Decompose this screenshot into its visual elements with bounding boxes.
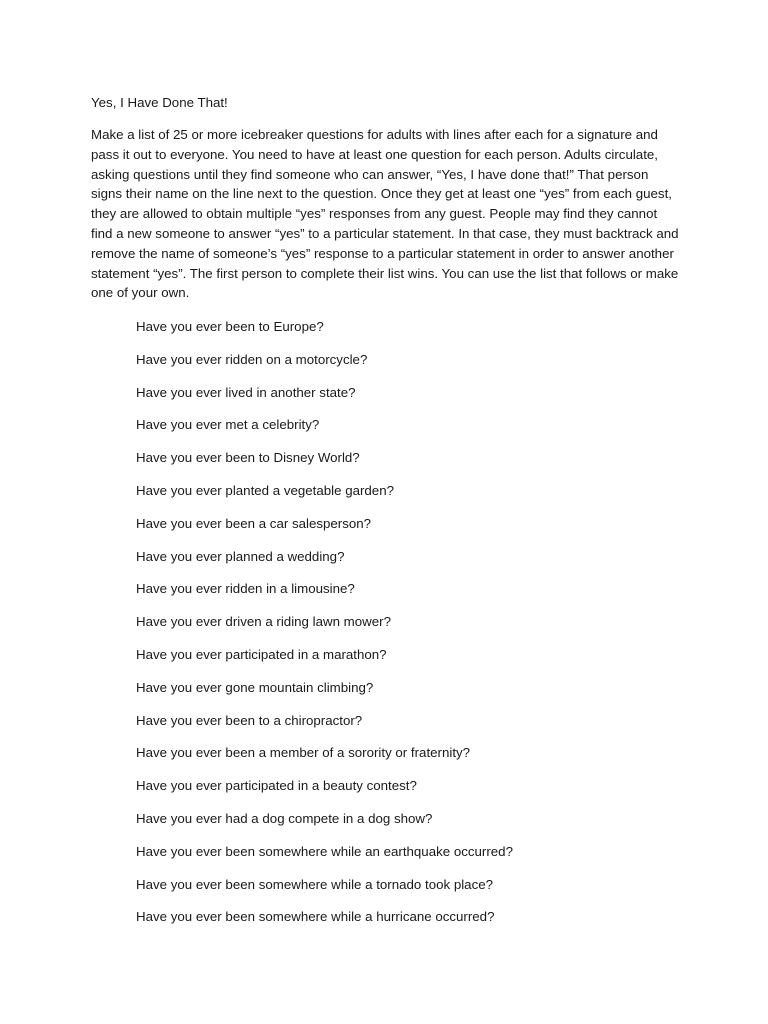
question-item: Have you ever ridden on a motorcycle? xyxy=(136,351,368,367)
question-item: Have you ever participated in a marathon? xyxy=(136,646,387,662)
question-item: Have you ever been to Europe? xyxy=(136,319,324,334)
question-item: Have you ever ridden in a limousine? xyxy=(136,581,355,597)
intro-paragraph: Make a list of 25 or more icebreaker questions for adults with lines after each for a signature and pass it out to everyone. You need to have at least one question for each person. Adults circulate, asking questions until they find someone who can answer, “Yes, I have done that!” That person signs their name on the line next to the question. Once they get at least one “yes” from each guest, they are allowed to obtain multiple “yes” responses from any guest. People may find they cannot find a new someone to answer “yes” to a particular statement. In that case, they must backtrack and remove the name of someone’s “yes” response to a particular statement in order to answer another statement “yes”. The first person to complete their list wins. You can use the list that follows or make one of your own. xyxy=(91,127,679,301)
question-item: Have you ever been to Disney World? xyxy=(136,450,360,466)
question-item: Have you ever been somewhere while a tornado took place? xyxy=(136,876,494,892)
document-title: Yes, I Have Done That! xyxy=(91,95,228,110)
question-list xyxy=(136,318,513,941)
question-item: Have you ever gone mountain climbing? xyxy=(136,679,374,695)
question-item: Have you ever been a member of a sorority or fraternity? xyxy=(136,745,471,761)
question-item: Have you ever been to a chiropractor? xyxy=(136,712,363,728)
question-item: Have you ever planted a vegetable garden? xyxy=(136,482,394,498)
question-item: Have you ever been somewhere while an earthquake occurred? xyxy=(136,843,513,859)
question-item: Have you ever participated in a beauty contest? xyxy=(136,778,417,794)
question-item: Have you ever met a celebrity? xyxy=(136,417,320,433)
question-item: Have you ever had a dog compete in a dog show? xyxy=(136,810,433,826)
question-item: Have you ever planned a wedding? xyxy=(136,548,345,564)
question-item: Have you ever lived in another state? xyxy=(136,384,356,400)
question-item: Have you ever been somewhere while a hurricane occurred? xyxy=(136,909,495,925)
question-item: Have you ever been a car salesperson? xyxy=(136,515,372,531)
question-item: Have you ever driven a riding lawn mower? xyxy=(136,614,391,630)
